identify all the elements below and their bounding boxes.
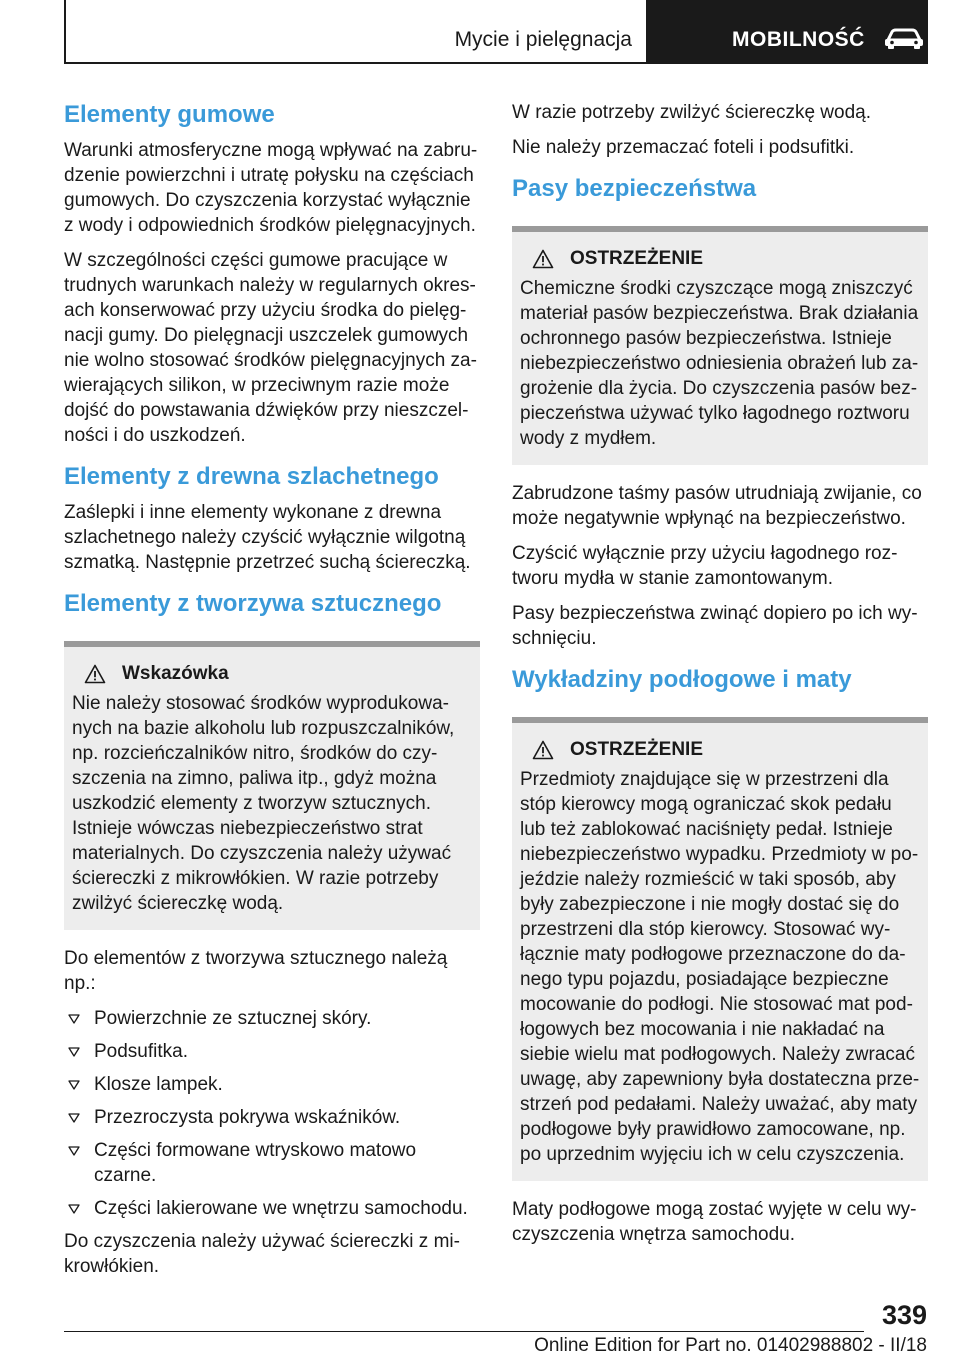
page-number: 339	[881, 1300, 927, 1330]
heading-rubber: Elementy gumowe	[64, 101, 275, 128]
bullet-list	[64, 1006, 480, 1221]
list-item: Części formowane wtryskowo matowo czarne.	[64, 1138, 480, 1188]
bullet-triangle-icon	[68, 1113, 80, 1123]
paragraph: Warunki atmosferyczne mogą wpływać na zabrudzenie powierzchni i utratę połysku na częściach gumowych. Do czyszczenia korzystać wyłącznie z wody i odpowiednich środków pielęgnacyjnych.	[64, 140, 478, 236]
warning-text: Przedmioty znajdujące się w przestrzeni dla stóp kierowcy mogą ograniczać skok pedału lub też zablokować naciśnięty pedał. Istnieje niebezpieczeństwo wypadku. Przedmioty w pojeździe należy rozmieścić w taki sposób, aby były zabezpieczone i nie mogły dostać się do przestrzeni dla stóp kierowcy. Stosować wyłącznie maty podłogowe przeznaczone do danego typu pojazdu, posiadające bezpieczne mocowanie do podłogi. Nie stosować mat podłogowych bez mocowania i nie nakładać na siebie wielu mat podłogowych. Należy zwracać uwagę, aby zapewniony była dostateczna przestrzeń pod pedałami. Należy uważać, aby maty podłogowe były prawidłowo zamocowane, np. po uprzednim wyjęciu ich w celu czyszczenia.	[520, 769, 920, 1165]
bullet-triangle-icon	[68, 1047, 80, 1057]
warning-triangle-icon	[532, 249, 554, 269]
chapter-title: MOBILNOŚĆ	[732, 28, 865, 51]
warning-box	[512, 717, 928, 1181]
section-title: Mycie i pielęgnacja	[454, 28, 632, 51]
list-item: Części lakierowane we wnętrzu samochodu.	[64, 1196, 480, 1221]
paragraph: Maty podłogowe mogą zostać wyjęte w celu wyczyszczenia wnętrza samochodu.	[512, 1199, 917, 1245]
edition-note: Online Edition for Part no. 01402988802 - II/18	[534, 1335, 927, 1356]
car-icon	[882, 26, 926, 50]
paragraph: W szczególności części gumowe pracujące w trudnych warunkach należy w regularnych okresach konserwować przy użyciu środka do pielęgnacji gumy. Do pielęgnacji uszczelek gumowych nie wolno stosować środków pielęgnacyjnych zawierających silikon, w przeciwnym razie może dojść do powstawania dźwięków przy nieszczelności i do uszkodzeń.	[64, 250, 477, 446]
paragraph: Zabrudzone taśmy pasów utrudniają zwijanie, co może negatywnie wpłynąć na bezpieczeństwo.	[512, 483, 922, 529]
bullet-triangle-icon	[68, 1080, 80, 1090]
paragraph: Zaślepki i inne elementy wykonane z drewna szlachetnego należy czyścić wyłącznie wilgotną szmatką. Następnie przetrzeć suchą ściereczką.	[64, 502, 471, 573]
list-item: Powierzchnie ze sztucznej skóry.	[64, 1006, 480, 1031]
warning-box	[512, 226, 928, 465]
bullet-triangle-icon	[68, 1014, 80, 1024]
paragraph: Do czyszczenia należy używać ściereczki z mikrowłókien.	[64, 1231, 460, 1277]
heading-plastic: Elementy z tworzywa sztucznego	[64, 590, 442, 617]
warning-triangle-icon	[532, 740, 554, 760]
section-tab	[64, 0, 648, 64]
paragraph: Do elementów z tworzywa sztucznego należą np.:	[64, 948, 448, 994]
left-column	[64, 100, 480, 1289]
note-box	[64, 641, 480, 930]
warning-title: OSTRZEŻENIE	[570, 739, 704, 760]
list-item: Klosze lampek.	[64, 1072, 480, 1097]
footer-divider	[64, 1331, 864, 1332]
bullet-triangle-icon	[68, 1204, 80, 1214]
paragraph: Nie należy przemaczać foteli i podsufitki.	[512, 137, 855, 158]
chapter-tab	[648, 0, 928, 64]
paragraph: W razie potrzeby zwilżyć ściereczkę wodą.	[512, 102, 871, 123]
right-column	[512, 100, 928, 1257]
warning-triangle-icon	[84, 664, 106, 684]
paragraph: Pasy bezpieczeństwa zwinąć dopiero po ich wyschnięciu.	[512, 603, 918, 649]
list-item: Podsufitka.	[64, 1039, 480, 1064]
bullet-triangle-icon	[68, 1146, 80, 1156]
warning-text: Chemiczne środki czyszczące mogą zniszczyć materiał pasów bezpieczeństwa. Brak działania ochronnego pasów bezpieczeństwa. Istnieje niebezpieczeństwo odniesienia obrażeń lub zagrożenie dla życia. Do czyszczenia pasów bezpieczeństwa używać tylko łagodnego roztworu wody z mydłem.	[520, 278, 919, 449]
note-title: Wskazówka	[122, 663, 229, 684]
heading-seatbelts: Pasy bezpieczeństwa	[512, 175, 757, 202]
heading-floormats: Wykładziny podłogowe i maty	[512, 666, 852, 693]
note-text: Nie należy stosować środków wyprodukowanych na bazie alkoholu lub rozpuszczalników, np. rozcieńczalników nitro, środków do czyszczenia na zimno, paliwa itp., gdyż można uszkodzić elementy z tworzyw sztucznych. Istnieje wówczas niebezpieczeństwo strat materialnych. Do czyszczenia należy używać ściereczki z mikrowłókien. W razie potrzeby zwilżyć ściereczkę wodą.	[72, 693, 455, 914]
heading-wood: Elementy z drewna szlachetnego	[64, 463, 439, 490]
warning-title: OSTRZEŻENIE	[570, 248, 704, 269]
paragraph: Czyścić wyłącznie przy użyciu łagodnego roztworu mydła w stanie zamontowanym.	[512, 543, 898, 589]
list-item: Przezroczysta pokrywa wskaźników.	[64, 1105, 480, 1130]
page-header	[64, 0, 928, 64]
